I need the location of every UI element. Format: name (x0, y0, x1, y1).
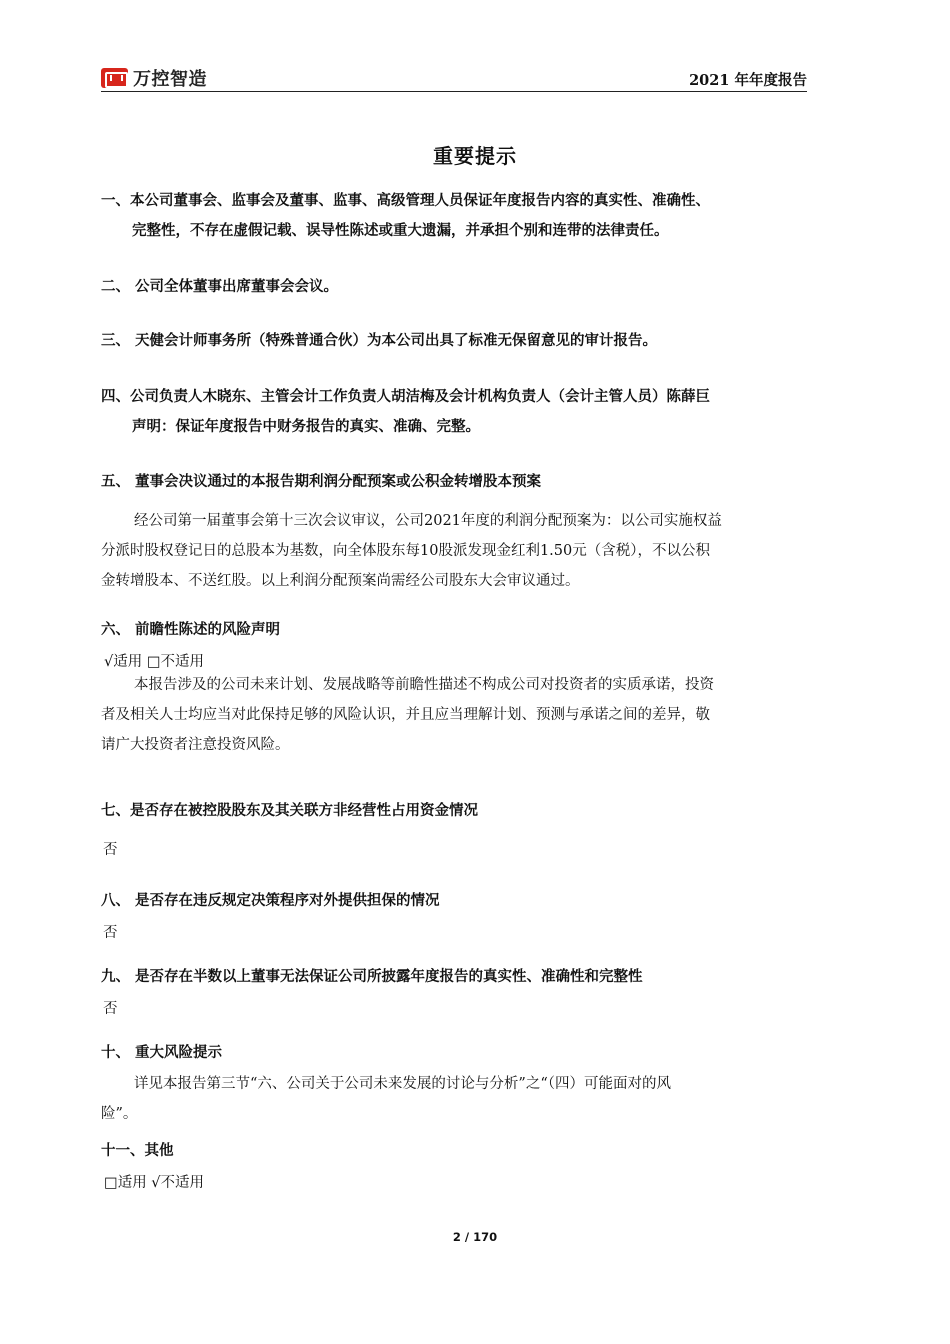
section-5-body-line1: 经公司第一届董事会第十三次会议审议，公司2021年度的利润分配预案为：以公司实施权益 (134, 513, 722, 529)
section-1-line2: 完整性，不存在虚假记载、误导性陈述或重大遗漏，并承担个别和连带的法律责任。 (132, 223, 669, 239)
section-6-body-line2: 者及相关人士均应当对此保持足够的风险认识，并且应当理解计划、预测与承诺之间的差异，敬 (101, 707, 710, 723)
section-8-heading: 八、 是否存在违反规定决策程序对外提供担保的情况 (101, 893, 440, 909)
section-6-options: √适用 □不适用 (104, 654, 205, 670)
report-title: 2021 年年度报告 (689, 72, 807, 89)
section-11-heading: 十一、其他 (101, 1143, 174, 1159)
section-8-answer: 否 (103, 925, 118, 941)
section-10-body-line2: 险”。 (101, 1106, 138, 1122)
logo-mark-icon (101, 68, 128, 88)
page-number: 2 / 170 (452, 1230, 498, 1244)
section-4-line2: 声明：保证年度报告中财务报告的真实、准确、完整。 (132, 419, 480, 435)
page-header (101, 62, 807, 92)
section-6-body (101, 670, 811, 760)
section-9-heading: 九、 是否存在半数以上董事无法保证公司所披露年度报告的真实性、准确性和完整性 (101, 969, 643, 985)
section-7-answer: 否 (103, 842, 118, 858)
section-6-heading: 六、 前瞻性陈述的风险声明 (101, 622, 281, 638)
section-7-heading: 七、是否存在被控股股东及其关联方非经营性占用资金情况 (101, 803, 478, 819)
section-1-line1: 一、本公司董事会、监事会及董事、监事、高级管理人员保证年度报告内容的真实性、准确性、 (101, 193, 710, 209)
logo-text: 万控智造 (133, 69, 207, 90)
section-4-line1: 四、公司负责人木晓东、主管会计工作负责人胡洁梅及会计机构负责人（会计主管人员）陈薛巨 (101, 389, 710, 405)
company-logo (101, 66, 207, 90)
section-9-answer: 否 (103, 1001, 118, 1017)
section-6-body-line1: 本报告涉及的公司未来计划、发展战略等前瞻性描述不构成公司对投资者的实质承诺，投资 (134, 677, 714, 693)
section-5-body-line2: 分派时股权登记日的总股本为基数，向全体股东每10股派发现金红利1.50元（含税），不以公积 (101, 543, 710, 559)
section-5-body (101, 506, 811, 596)
section-1 (101, 186, 811, 246)
section-2: 二、 公司全体董事出席董事会会议。 (101, 279, 339, 295)
section-10-body-line1: 详见本报告第三节“六、公司关于公司未来发展的讨论与分析”之“（四）可能面对的风 (134, 1076, 671, 1092)
section-10-heading: 十、 重大风险提示 (101, 1045, 223, 1061)
page-title: 重要提示 (433, 144, 517, 168)
section-5-heading: 五、 董事会决议通过的本报告期利润分配预案或公积金转增股本预案 (101, 474, 542, 490)
section-3: 三、 天健会计师事务所（特殊普通合伙）为本公司出具了标准无保留意见的审计报告。 (101, 333, 658, 349)
section-11-options: □适用 √不适用 (104, 1175, 205, 1191)
section-10-body (101, 1069, 811, 1129)
section-4 (101, 382, 811, 442)
section-5-body-line3: 金转增股本、不送红股。以上利润分配预案尚需经公司股东大会审议通过。 (101, 573, 580, 589)
section-6-body-line3: 请广大投资者注意投资风险。 (101, 737, 290, 753)
